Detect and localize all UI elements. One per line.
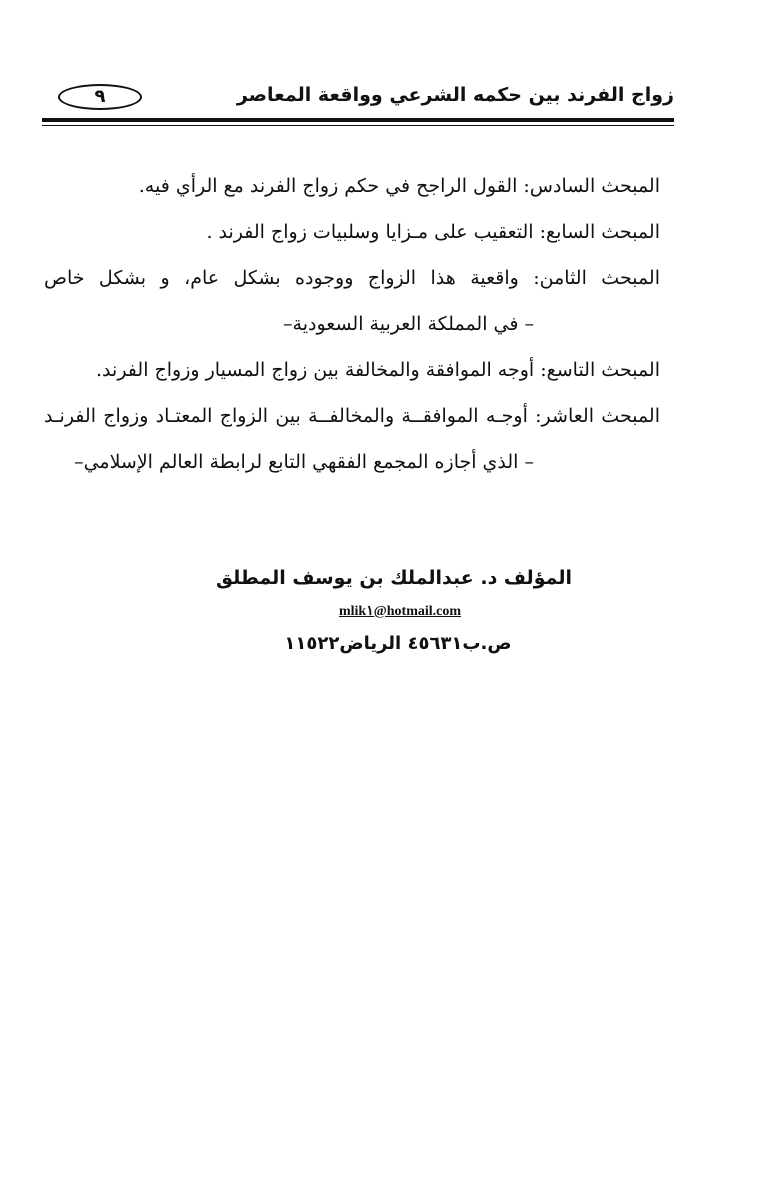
- header-rule-thin: [42, 125, 674, 126]
- section-8-title: المبحث الثامن: واقعية هذا الزواج ووجوده بشكل عام، و بشكل خاص: [44, 267, 660, 289]
- section-6-title: المبحث السادس: القول الراجح في حكم زواج الفرند مع الرأي فيه.: [138, 175, 660, 197]
- section-list: [44, 163, 660, 485]
- header-rule-thick: [42, 118, 674, 122]
- section-7-title: المبحث السابع: التعقيب على مـزايا وسلبيات زواج الفرند .: [206, 221, 660, 243]
- section-8-continuation: – في المملكة العربية السعودية–: [283, 313, 534, 335]
- section-10-title: المبحث العاشر: أوجـه الموافقــة والمخالفــة بين الزواج المعتـاد وزواج الفرنـد: [44, 405, 660, 427]
- page-number-badge: ٩: [58, 84, 142, 110]
- section-10-continuation: – الذي أجازه المجمع الفقهي التابع لرابطة العالم الإسلامي–: [74, 451, 534, 473]
- book-title: زواج الفرند بين حكمه الشرعي وواقعة المعاصر: [236, 84, 674, 106]
- running-header: [42, 80, 674, 114]
- author-name: المؤلف د. عبدالملك بن يوسف المطلق: [215, 567, 572, 589]
- section-9-title: المبحث التاسع: أوجه الموافقة والمخالفة بين زواج المسيار وزواج الفرند.: [96, 359, 660, 381]
- author-postal-address: ص.ب٤٥٦٣١ الرياض١١٥٢٢: [284, 633, 512, 654]
- author-info: [0, 556, 760, 664]
- author-email-link[interactable]: mlik١@hotmail.com: [338, 604, 462, 619]
